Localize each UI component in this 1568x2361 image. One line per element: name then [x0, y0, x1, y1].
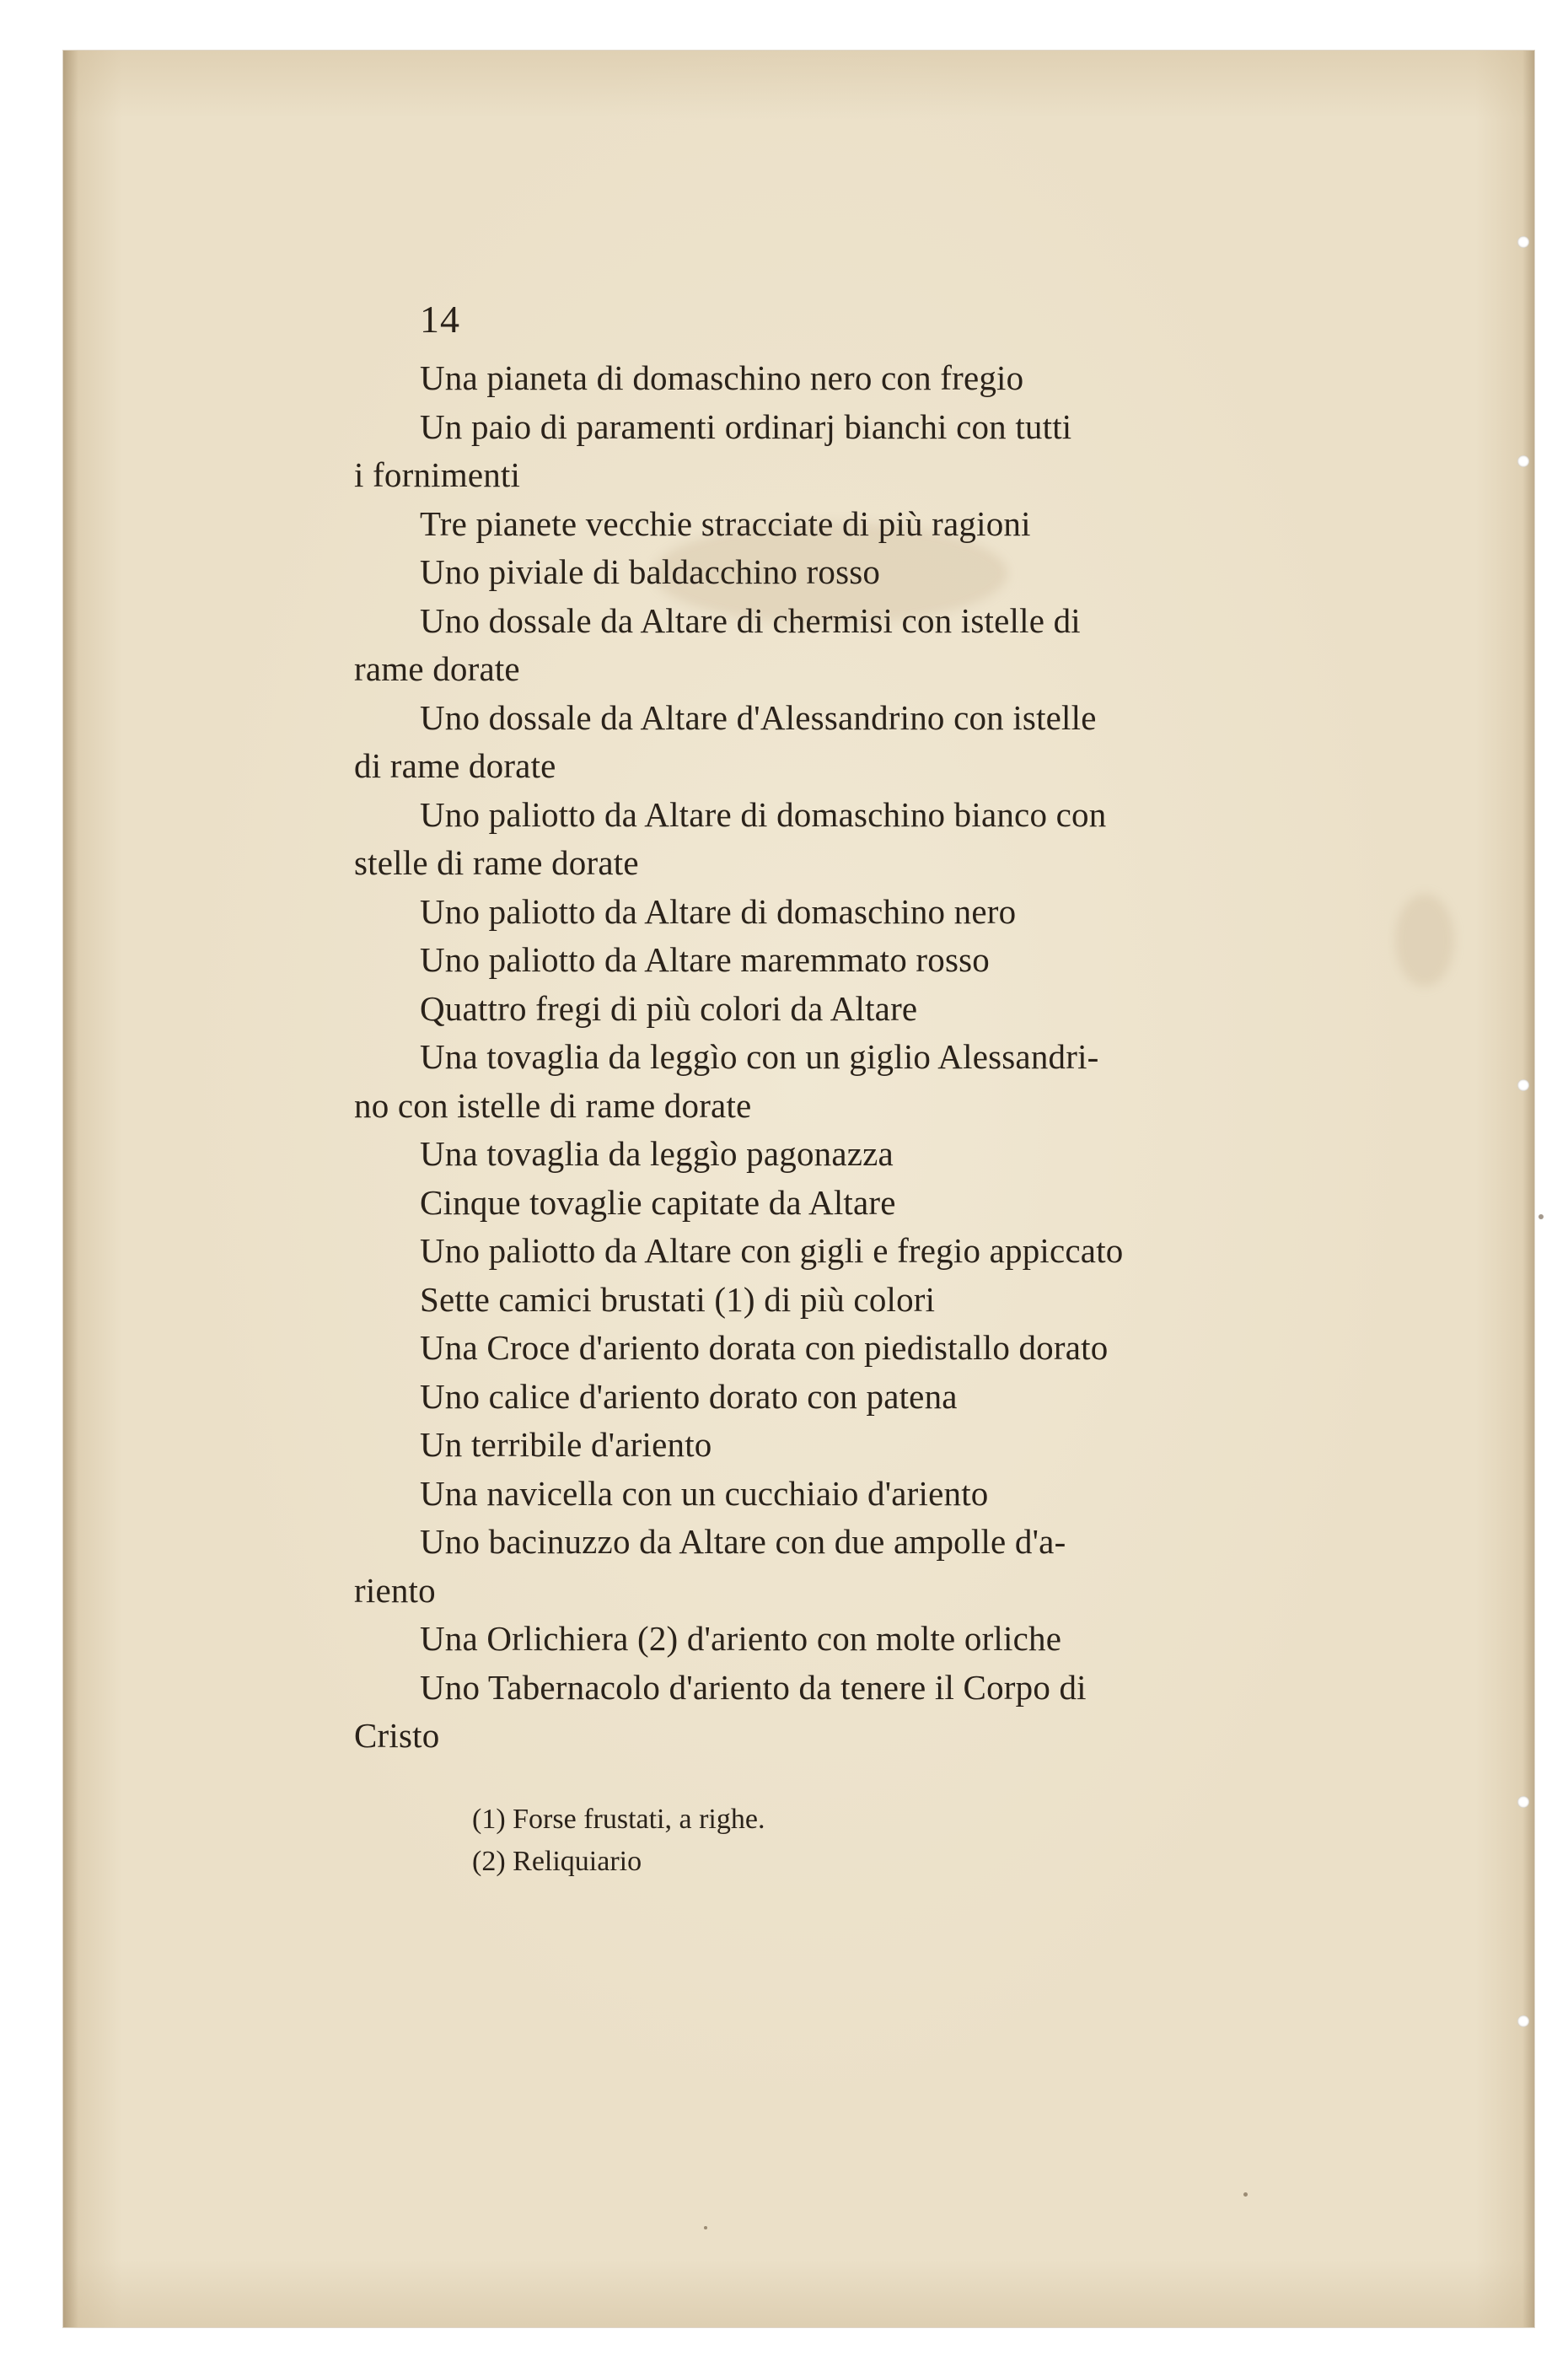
text-line: Uno Tabernacolo d'ariento da tenere il Corpo di	[420, 1667, 1087, 1707]
text-line: Quattro fregi di più colori da Altare	[420, 988, 918, 1028]
binding-hole	[1517, 236, 1529, 248]
text-line: Una tovaglia da leggìo con un giglio Alessandri-	[420, 1037, 1099, 1076]
text-line: Sette camici brustati (1) di più colori	[420, 1279, 936, 1319]
text-line: Uno dossale da Altare di chermisi con istelle di	[420, 600, 1081, 640]
text-line: Un terribile d'ariento	[420, 1425, 712, 1464]
text-line: Uno paliotto da Altare maremmato rosso	[420, 940, 990, 979]
text-line: Cristo	[354, 1716, 440, 1755]
binding-hole	[1517, 1079, 1529, 1091]
text-line: stelle di rame dorate	[354, 843, 639, 882]
text-line: Uno piviale di baldacchino rosso	[420, 552, 881, 591]
text-line: Uno bacinuzzo da Altare con due ampolle d'a-	[420, 1522, 1066, 1561]
text-line: Una pianeta di domaschino nero con fregio	[420, 358, 1024, 397]
left-edge-shadow	[63, 51, 78, 2327]
text-line: Uno calice d'ariento dorato con patena	[420, 1376, 958, 1416]
binding-hole	[1517, 455, 1529, 467]
text-line: Una Croce d'ariento dorata con piedistallo dorato	[420, 1328, 1109, 1367]
paper-speck	[1538, 1214, 1544, 1219]
text-line: i fornimenti	[354, 455, 521, 494]
text-line: Una Orlichiera (2) d'ariento con molte orliche	[420, 1619, 1062, 1658]
paper-stain	[1395, 894, 1454, 987]
page-number: 14	[420, 298, 460, 341]
text-line: Una tovaglia da leggìo pagonazza	[420, 1134, 894, 1173]
text-line: Uno paliotto da Altare di domaschino nero	[420, 891, 1017, 931]
footnote: (1) Forse frustati, a righe.	[472, 1804, 765, 1835]
paper-speck	[1243, 2192, 1248, 2197]
text-line: Tre pianete vecchie stracciate di più ragioni	[420, 503, 1031, 543]
text-line: Uno paliotto da Altare di domaschino bianco con	[420, 794, 1107, 834]
inventory-list	[354, 354, 1298, 1761]
right-edge-shadow	[1522, 51, 1534, 2327]
footnotes	[472, 1799, 765, 1883]
footnote: (2) Reliquiario	[472, 1846, 642, 1877]
text-line: Una navicella con un cucchiaio d'ariento	[420, 1473, 989, 1513]
text-line: rame dorate	[354, 649, 520, 688]
binding-hole	[1517, 2015, 1529, 2027]
text-line: no con istelle di rame dorate	[354, 1085, 752, 1125]
text-line: Uno dossale da Altare d'Alessandrino con istelle	[420, 697, 1097, 737]
binding-hole	[1517, 1796, 1529, 1808]
text-line: Un paio di paramenti ordinarj bianchi con tutti	[420, 406, 1072, 446]
text-line: Uno paliotto da Altare con gigli e fregio appiccato	[420, 1231, 1124, 1270]
text-line: Cinque tovaglie capitate da Altare	[420, 1182, 896, 1222]
text-line: riento	[354, 1570, 436, 1610]
text-line: di rame dorate	[354, 746, 556, 785]
paper-speck	[704, 2226, 707, 2229]
